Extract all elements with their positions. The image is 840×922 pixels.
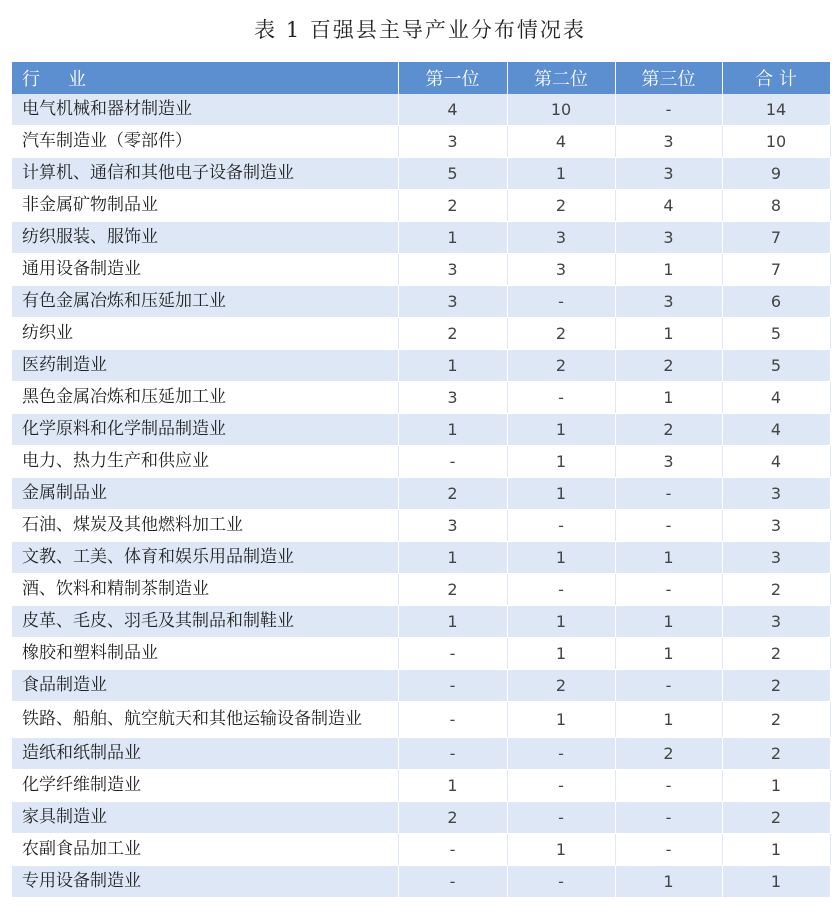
total-cell: 5 [722, 318, 830, 350]
industry-name-cell: 食品制造业 [12, 670, 398, 702]
first-place-cell: - [398, 670, 507, 702]
table-row [12, 318, 830, 350]
table-row [12, 866, 830, 898]
table-row [12, 94, 830, 126]
second-place-cell: 3 [507, 254, 615, 286]
third-place-cell: - [615, 94, 722, 126]
header-third-place: 第三位 [615, 62, 722, 94]
second-place-cell: - [507, 286, 615, 318]
first-place-cell: 5 [398, 158, 507, 190]
industry-name-cell: 酒、饮料和精制茶制造业 [12, 574, 398, 606]
industry-name-cell: 石油、煤炭及其他燃料加工业 [12, 510, 398, 542]
table-row [12, 222, 830, 254]
first-place-cell: 1 [398, 350, 507, 382]
second-place-cell: 1 [507, 702, 615, 738]
second-place-cell: 3 [507, 222, 615, 254]
first-place-cell: - [398, 738, 507, 770]
total-cell: 4 [722, 414, 830, 446]
table-row [12, 834, 830, 866]
second-place-cell: - [507, 770, 615, 802]
third-place-cell: 3 [615, 126, 722, 158]
industry-name-cell: 农副食品加工业 [12, 834, 398, 866]
header-first-place: 第一位 [398, 62, 507, 94]
industry-name-cell: 橡胶和塑料制品业 [12, 638, 398, 670]
second-place-cell: 2 [507, 190, 615, 222]
table-row [12, 542, 830, 574]
first-place-cell: - [398, 702, 507, 738]
total-cell: 9 [722, 158, 830, 190]
first-place-cell: 2 [398, 574, 507, 606]
table-row [12, 446, 830, 478]
third-place-cell: - [615, 770, 722, 802]
industry-name-cell: 化学纤维制造业 [12, 770, 398, 802]
industry-name-cell: 铁路、船舶、航空航天和其他运输设备制造业 [12, 702, 398, 738]
table-row [12, 126, 830, 158]
third-place-cell: 3 [615, 222, 722, 254]
first-place-cell: - [398, 446, 507, 478]
table-row [12, 802, 830, 834]
table-row [12, 254, 830, 286]
third-place-cell: 1 [615, 702, 722, 738]
third-place-cell: 1 [615, 254, 722, 286]
total-cell: 3 [722, 510, 830, 542]
third-place-cell: 1 [615, 638, 722, 670]
total-cell: 14 [722, 94, 830, 126]
second-place-cell: - [507, 382, 615, 414]
total-cell: 3 [722, 542, 830, 574]
second-place-cell: 2 [507, 318, 615, 350]
industry-name-cell: 有色金属冶炼和压延加工业 [12, 286, 398, 318]
total-cell: 1 [722, 866, 830, 898]
second-place-cell: 1 [507, 606, 615, 638]
total-cell: 10 [722, 126, 830, 158]
first-place-cell: 2 [398, 318, 507, 350]
first-place-cell: 4 [398, 94, 507, 126]
industry-name-cell: 文教、工美、体育和娱乐用品制造业 [12, 542, 398, 574]
second-place-cell: 1 [507, 446, 615, 478]
table-row [12, 638, 830, 670]
second-place-cell: - [507, 574, 615, 606]
third-place-cell: 3 [615, 286, 722, 318]
second-place-cell: 4 [507, 126, 615, 158]
first-place-cell: 2 [398, 478, 507, 510]
second-place-cell: 2 [507, 670, 615, 702]
total-cell: 2 [722, 802, 830, 834]
industry-name-cell: 医药制造业 [12, 350, 398, 382]
table-row [12, 350, 830, 382]
total-cell: 2 [722, 574, 830, 606]
second-place-cell: 1 [507, 158, 615, 190]
total-cell: 1 [722, 834, 830, 866]
third-place-cell: 1 [615, 606, 722, 638]
total-cell: 4 [722, 382, 830, 414]
industry-table [12, 62, 831, 898]
table-row [12, 606, 830, 638]
total-cell: 3 [722, 478, 830, 510]
second-place-cell: - [507, 802, 615, 834]
second-place-cell: - [507, 510, 615, 542]
third-place-cell: 1 [615, 542, 722, 574]
third-place-cell: - [615, 510, 722, 542]
header-total: 合 计 [722, 62, 830, 94]
first-place-cell: 1 [398, 222, 507, 254]
total-cell: 8 [722, 190, 830, 222]
third-place-cell: - [615, 802, 722, 834]
total-cell: 5 [722, 350, 830, 382]
total-cell: 1 [722, 770, 830, 802]
industry-name-cell: 通用设备制造业 [12, 254, 398, 286]
second-place-cell: 10 [507, 94, 615, 126]
second-place-cell: - [507, 738, 615, 770]
third-place-cell: 3 [615, 158, 722, 190]
table-row [12, 574, 830, 606]
third-place-cell: 1 [615, 318, 722, 350]
table-row [12, 382, 830, 414]
third-place-cell: 4 [615, 190, 722, 222]
table-row [12, 158, 830, 190]
first-place-cell: - [398, 834, 507, 866]
table-row [12, 414, 830, 446]
third-place-cell: 3 [615, 446, 722, 478]
industry-name-cell: 计算机、通信和其他电子设备制造业 [12, 158, 398, 190]
industry-name-cell: 纺织服装、服饰业 [12, 222, 398, 254]
first-place-cell: 3 [398, 510, 507, 542]
second-place-cell: 1 [507, 638, 615, 670]
header-row [12, 62, 830, 94]
first-place-cell: - [398, 638, 507, 670]
first-place-cell: 3 [398, 126, 507, 158]
third-place-cell: - [615, 670, 722, 702]
first-place-cell: 1 [398, 606, 507, 638]
second-place-cell: 1 [507, 478, 615, 510]
industry-name-cell: 黑色金属冶炼和压延加工业 [12, 382, 398, 414]
industry-name-cell: 非金属矿物制品业 [12, 190, 398, 222]
second-place-cell: - [507, 866, 615, 898]
second-place-cell: 1 [507, 542, 615, 574]
total-cell: 4 [722, 446, 830, 478]
first-place-cell: 3 [398, 254, 507, 286]
industry-name-cell: 纺织业 [12, 318, 398, 350]
second-place-cell: 2 [507, 350, 615, 382]
third-place-cell: 2 [615, 414, 722, 446]
table-row [12, 738, 830, 770]
first-place-cell: 3 [398, 382, 507, 414]
header-industry: 行业 [12, 62, 398, 94]
third-place-cell: - [615, 478, 722, 510]
table-row [12, 510, 830, 542]
table-title: 表 1 百强县主导产业分布情况表 [254, 18, 586, 42]
total-cell: 2 [722, 638, 830, 670]
third-place-cell: 1 [615, 382, 722, 414]
table-row [12, 702, 830, 738]
total-cell: 2 [722, 670, 830, 702]
first-place-cell: 2 [398, 802, 507, 834]
first-place-cell: 1 [398, 770, 507, 802]
third-place-cell: 1 [615, 866, 722, 898]
total-cell: 3 [722, 606, 830, 638]
table-row [12, 478, 830, 510]
third-place-cell: 2 [615, 738, 722, 770]
third-place-cell: 2 [615, 350, 722, 382]
total-cell: 6 [722, 286, 830, 318]
table-row [12, 286, 830, 318]
header-second-place: 第二位 [507, 62, 615, 94]
total-cell: 7 [722, 222, 830, 254]
industry-name-cell: 汽车制造业（零部件） [12, 126, 398, 158]
total-cell: 2 [722, 738, 830, 770]
table-row [12, 190, 830, 222]
industry-name-cell: 电力、热力生产和供应业 [12, 446, 398, 478]
industry-name-cell: 造纸和纸制品业 [12, 738, 398, 770]
total-cell: 2 [722, 702, 830, 738]
first-place-cell: 1 [398, 542, 507, 574]
industry-name-cell: 皮革、毛皮、羽毛及其制品和制鞋业 [12, 606, 398, 638]
table-row [12, 770, 830, 802]
first-place-cell: 3 [398, 286, 507, 318]
industry-name-cell: 专用设备制造业 [12, 866, 398, 898]
industry-name-cell: 金属制品业 [12, 478, 398, 510]
third-place-cell: - [615, 574, 722, 606]
first-place-cell: - [398, 866, 507, 898]
first-place-cell: 2 [398, 190, 507, 222]
table-row [12, 670, 830, 702]
second-place-cell: 1 [507, 414, 615, 446]
industry-name-cell: 电气机械和器材制造业 [12, 94, 398, 126]
industry-name-cell: 化学原料和化学制品制造业 [12, 414, 398, 446]
third-place-cell: - [615, 834, 722, 866]
industry-name-cell: 家具制造业 [12, 802, 398, 834]
first-place-cell: 1 [398, 414, 507, 446]
second-place-cell: 1 [507, 834, 615, 866]
total-cell: 7 [722, 254, 830, 286]
